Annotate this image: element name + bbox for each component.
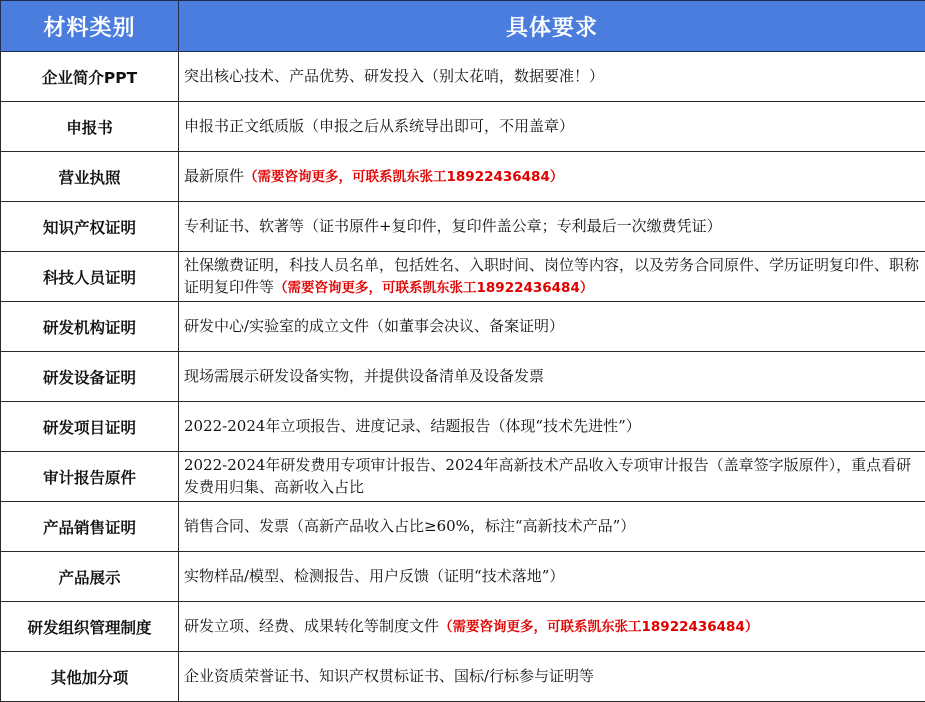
requirement-cell xyxy=(179,652,925,702)
requirement-cell xyxy=(179,252,925,302)
category-cell: 研发项目证明 xyxy=(1,402,179,452)
requirement-text: 专利证书、软著等（证书原件+复印件，复印件盖公章；专利最后一次缴费凭证） xyxy=(184,217,722,235)
requirement-cell xyxy=(179,202,925,252)
category-cell: 研发设备证明 xyxy=(1,352,179,402)
header-row xyxy=(1,1,925,52)
requirement-text: 社保缴费证明，科技人员名单，包括姓名、入职时间、岗位等内容，以及劳务合同原件、学历证明复印件、职称证明复印件等 xyxy=(184,256,919,296)
table-row xyxy=(1,602,925,652)
category-cell: 企业简介PPT xyxy=(1,52,179,102)
requirement-text: 2022-2024年研发费用专项审计报告、2024年高新技术产品收入专项审计报告（盖章签字版原件），重点看研发费用归集、高新收入占比 xyxy=(184,456,911,496)
requirement-text: 现场需展示研发设备实物，并提供设备清单及设备发票 xyxy=(184,367,544,385)
contact-note: （需要咨询更多，可联系凯东张工18922436484） xyxy=(274,280,593,296)
table-row xyxy=(1,102,925,152)
requirement-cell xyxy=(179,152,925,202)
table-row xyxy=(1,52,925,102)
table-row xyxy=(1,652,925,702)
requirement-text: 实物样品/模型、检测报告、用户反馈（证明“技术落地”） xyxy=(184,567,564,585)
requirement-text: 研发立项、经费、成果转化等制度文件 xyxy=(184,617,439,635)
table-row xyxy=(1,452,925,502)
contact-note: （需要咨询更多，可联系凯东张工18922436484） xyxy=(244,169,563,185)
category-cell: 申报书 xyxy=(1,102,179,152)
table-row xyxy=(1,202,925,252)
category-cell: 研发机构证明 xyxy=(1,302,179,352)
table-row xyxy=(1,502,925,552)
requirement-text: 申报书正文纸质版（申报之后从系统导出即可，不用盖章） xyxy=(184,117,574,135)
requirement-cell xyxy=(179,302,925,352)
contact-note: （需要咨询更多，可联系凯东张工18922436484） xyxy=(439,619,758,635)
table-row xyxy=(1,352,925,402)
category-cell: 产品展示 xyxy=(1,552,179,602)
category-cell: 研发组织管理制度 xyxy=(1,602,179,652)
header-requirements: 具体要求 xyxy=(179,1,925,52)
requirement-cell xyxy=(179,102,925,152)
requirement-cell xyxy=(179,502,925,552)
requirement-text: 2022-2024年立项报告、进度记录、结题报告（体现“技术先进性”） xyxy=(184,417,641,435)
category-cell: 产品销售证明 xyxy=(1,502,179,552)
requirement-cell xyxy=(179,552,925,602)
requirement-text: 销售合同、发票（高新产品收入占比≥60%，标注“高新技术产品”） xyxy=(184,517,635,535)
category-cell: 审计报告原件 xyxy=(1,452,179,502)
requirement-cell xyxy=(179,452,925,502)
category-cell: 科技人员证明 xyxy=(1,252,179,302)
category-cell: 知识产权证明 xyxy=(1,202,179,252)
requirement-cell xyxy=(179,402,925,452)
table-row xyxy=(1,302,925,352)
header-category: 材料类别 xyxy=(1,1,179,52)
table-row xyxy=(1,252,925,302)
table-row xyxy=(1,152,925,202)
requirement-cell xyxy=(179,52,925,102)
table-row xyxy=(1,402,925,452)
category-cell: 其他加分项 xyxy=(1,652,179,702)
requirement-text: 企业资质荣誉证书、知识产权贯标证书、国标/行标参与证明等 xyxy=(184,667,594,685)
requirement-text: 最新原件 xyxy=(184,167,244,185)
requirement-cell xyxy=(179,352,925,402)
requirement-text: 研发中心/实验室的成立文件（如董事会决议、备案证明） xyxy=(184,317,564,335)
requirement-text: 突出核心技术、产品优势、研发投入（别太花哨，数据要准！） xyxy=(184,67,604,85)
category-cell: 营业执照 xyxy=(1,152,179,202)
requirement-cell xyxy=(179,602,925,652)
table-row xyxy=(1,552,925,602)
